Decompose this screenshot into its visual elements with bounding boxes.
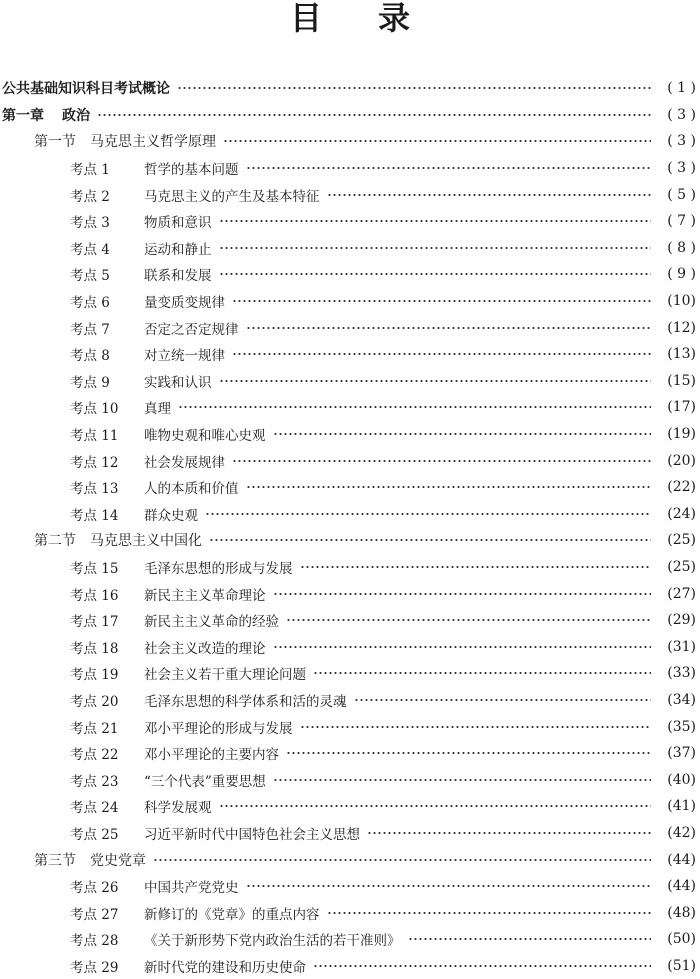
page-title-char-2: 录	[378, 0, 411, 37]
toc-item-row[interactable]	[0, 368, 700, 395]
toc-entry-prefix: 考点 16	[70, 587, 119, 604]
toc-page-number: ( 7 )	[667, 213, 696, 230]
toc-page-number: (33)	[667, 665, 696, 682]
dot-leader	[219, 267, 652, 281]
toc-item-row[interactable]	[0, 687, 700, 714]
toc-entry-prefix: 考点 2	[70, 188, 110, 205]
toc-item-row[interactable]	[0, 953, 700, 979]
dot-leader	[219, 374, 652, 388]
toc-entry-label: 邓小平理论的形成与发展	[144, 720, 293, 737]
toc-entry	[0, 903, 324, 923]
toc-entry	[0, 796, 216, 816]
toc-page-number: (41)	[667, 798, 696, 815]
toc-entry	[0, 637, 270, 657]
toc-entry	[0, 264, 216, 284]
toc-entry-label: 否定之否定规律	[144, 321, 239, 338]
toc-entry-prefix: 考点 9	[70, 374, 110, 391]
toc-entry	[0, 876, 243, 896]
toc-entry	[0, 344, 229, 364]
dot-leader	[273, 587, 652, 601]
toc-entry-label: 人的本质和价值	[144, 481, 239, 498]
toc-entry	[0, 477, 243, 497]
toc-page-number: (44)	[667, 878, 696, 895]
dot-leader	[273, 640, 652, 654]
dot-leader	[246, 161, 652, 175]
toc-item-row[interactable]	[0, 235, 700, 262]
toc-entry-label: 联系和发展	[144, 268, 212, 285]
toc-entry-label: 新修订的《党章》的重点内容	[144, 906, 320, 923]
toc-entry-label: 真理	[144, 401, 171, 418]
toc-entry-prefix: 第三节	[34, 852, 76, 869]
toc-page-number: ( 3 )	[667, 160, 696, 177]
toc-entry-prefix: 考点 14	[70, 507, 119, 524]
toc-entry-label: 党史党章	[90, 852, 146, 869]
dot-leader	[178, 400, 651, 414]
dot-leader	[313, 959, 651, 973]
toc-entry	[0, 211, 216, 231]
toc-entry-label: 社会主义若干重大理论问题	[144, 667, 306, 684]
toc-entry	[0, 371, 216, 391]
toc-entry-label: 习近平新时代中国特色社会主义思想	[144, 826, 360, 843]
toc-entry-prefix: 考点 5	[70, 268, 110, 285]
dot-leader	[246, 321, 652, 335]
dot-leader	[205, 507, 651, 521]
dot-leader	[246, 480, 652, 494]
dot-leader	[273, 773, 651, 787]
toc-entry	[0, 131, 220, 151]
toc-item-row[interactable]	[0, 660, 700, 687]
toc-page-number: (22)	[667, 479, 696, 496]
toc-entry-prefix: 考点 24	[70, 800, 119, 817]
toc-entry	[0, 318, 243, 338]
toc-entry-prefix: 考点 10	[70, 401, 119, 418]
toc-entry-label: 邓小平理论的主要内容	[144, 747, 279, 764]
toc-entry	[0, 451, 229, 471]
toc-entry-prefix: 考点 7	[70, 321, 110, 338]
toc-entry	[0, 584, 270, 604]
toc-entry-prefix: 考点 22	[70, 747, 119, 764]
toc-entry-prefix: 考点 15	[70, 560, 119, 577]
toc-entry	[0, 743, 283, 763]
toc-entry	[0, 291, 229, 311]
toc-item-row[interactable]	[0, 766, 700, 793]
toc-entry-label: 毛泽东思想的形成与发展	[144, 560, 293, 577]
dot-leader	[232, 347, 651, 361]
toc-page-number: (10)	[667, 293, 696, 310]
toc-entry-label: 新民主主义革命理论	[144, 587, 266, 604]
toc-entry	[0, 717, 297, 737]
toc-page-number: (27)	[667, 585, 696, 602]
toc-entry-label: 新民主主义革命的经验	[144, 614, 279, 631]
toc-entry-prefix: 考点 13	[70, 481, 119, 498]
toc-entry-label: 马克思主义的产生及基本特征	[144, 188, 320, 205]
toc-page-number: ( 5 )	[667, 186, 696, 203]
toc-entry	[0, 770, 270, 790]
toc-entry-label: 对立统一规律	[144, 348, 225, 365]
toc-entry-prefix: 考点 29	[70, 959, 119, 976]
dot-leader	[286, 746, 651, 760]
toc-entry-prefix: 考点 12	[70, 454, 119, 471]
toc-entry	[0, 690, 351, 710]
dot-leader	[354, 693, 652, 707]
toc-item-row[interactable]	[0, 474, 700, 501]
toc-item-row[interactable]	[0, 341, 700, 368]
toc-page-number: (40)	[667, 771, 696, 788]
dot-leader	[273, 427, 652, 441]
toc-entry	[0, 850, 150, 870]
toc-page-number: (51)	[667, 957, 696, 974]
toc-entry-label: 《关于新形势下党内政治生活的若干准则》	[144, 933, 401, 950]
table-of-contents	[0, 75, 700, 979]
dot-leader	[177, 81, 651, 95]
toc-entry	[0, 78, 174, 98]
toc-entry-label: 公共基础知识科目考试概论	[2, 81, 170, 98]
toc-entry-prefix: 考点 21	[70, 720, 119, 737]
toc-entry-label: 毛泽东思想的科学体系和活的灵魂	[144, 693, 347, 710]
toc-entry-prefix: 考点 18	[70, 640, 119, 657]
toc-entry-prefix: 考点 17	[70, 614, 119, 631]
toc-page-number: (15)	[667, 372, 696, 389]
toc-page-number: (20)	[667, 452, 696, 469]
toc-entry-label: 物质和意识	[144, 215, 212, 232]
toc-entry-prefix: 考点 4	[70, 241, 110, 258]
toc-item-row[interactable]	[0, 501, 700, 528]
toc-entry-label: 中国共产党党史	[144, 880, 239, 897]
toc-page-number: (12)	[667, 319, 696, 336]
toc-entry-label: “三个代表”重要思想	[144, 773, 266, 790]
toc-page-number: ( 3 )	[667, 106, 696, 123]
toc-item-row[interactable]	[0, 873, 700, 900]
toc-section-row[interactable]	[0, 128, 700, 155]
toc-item-row[interactable]	[0, 181, 700, 208]
toc-page-number: (25)	[667, 558, 696, 575]
toc-section-row[interactable]	[0, 527, 700, 554]
dot-leader	[327, 906, 652, 920]
toc-entry-prefix: 第一章	[2, 107, 44, 124]
toc-entry-label: 马克思主义哲学原理	[90, 134, 216, 151]
toc-page-number: (42)	[667, 824, 696, 841]
toc-entry-prefix: 考点 1	[70, 162, 110, 179]
dot-leader	[97, 108, 651, 122]
toc-entry-prefix: 第二节	[34, 533, 76, 550]
toc-entry-prefix: 考点 28	[70, 933, 119, 950]
toc-item-row[interactable]	[0, 633, 700, 660]
toc-entry	[0, 929, 405, 949]
toc-page-number: (50)	[667, 931, 696, 948]
toc-item-row[interactable]	[0, 713, 700, 740]
toc-entry	[0, 397, 175, 417]
toc-page-number: (17)	[667, 399, 696, 416]
dot-leader	[246, 879, 652, 893]
toc-entry	[0, 504, 202, 524]
toc-entry-prefix: 第一节	[34, 134, 76, 151]
toc-entry-label: 哲学的基本问题	[144, 162, 239, 179]
dot-leader	[300, 560, 652, 574]
dot-leader	[367, 826, 651, 840]
toc-entry	[0, 530, 206, 550]
dot-leader	[232, 294, 651, 308]
toc-chapter-row[interactable]	[0, 75, 700, 102]
dot-leader	[223, 134, 651, 148]
toc-entry-prefix: 考点 6	[70, 295, 110, 312]
toc-entry-label: 政治	[62, 107, 90, 124]
toc-item-row[interactable]	[0, 554, 700, 581]
toc-page-number: (44)	[667, 851, 696, 868]
dot-leader	[300, 720, 652, 734]
toc-entry	[0, 158, 243, 178]
toc-section-row[interactable]	[0, 846, 700, 873]
toc-page-number: ( 9 )	[667, 266, 696, 283]
toc-page-number: (24)	[667, 505, 696, 522]
toc-entry-prefix: 考点 27	[70, 906, 119, 923]
toc-entry-label: 实践和认识	[144, 374, 212, 391]
toc-entry-label: 群众史观	[144, 507, 198, 524]
toc-item-row[interactable]	[0, 394, 700, 421]
dot-leader	[153, 853, 651, 867]
toc-item-row[interactable]	[0, 740, 700, 767]
toc-page-number: (35)	[667, 718, 696, 735]
toc-entry	[0, 610, 283, 630]
toc-item-row[interactable]	[0, 899, 700, 926]
toc-page-number: (19)	[667, 426, 696, 443]
toc-item-row[interactable]	[0, 261, 700, 288]
toc-entry-prefix: 考点 26	[70, 880, 119, 897]
toc-item-row[interactable]	[0, 820, 700, 847]
toc-page-number: ( 3 )	[667, 133, 696, 150]
dot-leader	[286, 613, 651, 627]
page-title	[0, 0, 700, 36]
toc-page-number: (34)	[667, 691, 696, 708]
toc-entry-prefix: 考点 19	[70, 667, 119, 684]
dot-leader	[219, 241, 652, 255]
toc-page-number: (13)	[667, 346, 696, 363]
toc-item-row[interactable]	[0, 421, 700, 448]
toc-entry	[0, 424, 270, 444]
dot-leader	[408, 932, 652, 946]
toc-entry-prefix: 考点 25	[70, 826, 119, 843]
toc-page-number: (37)	[667, 745, 696, 762]
toc-entry-prefix: 考点 20	[70, 693, 119, 710]
toc-page-number: ( 8 )	[667, 239, 696, 256]
toc-entry	[0, 105, 94, 125]
toc-entry-prefix: 考点 3	[70, 215, 110, 232]
toc-item-row[interactable]	[0, 208, 700, 235]
toc-chapter-row[interactable]	[0, 102, 700, 129]
toc-page-number: (31)	[667, 638, 696, 655]
dot-leader	[209, 533, 651, 547]
toc-item-row[interactable]	[0, 314, 700, 341]
toc-item-row[interactable]	[0, 607, 700, 634]
toc-entry	[0, 238, 216, 258]
dot-leader	[232, 454, 651, 468]
dot-leader	[219, 214, 652, 228]
dot-leader	[219, 799, 652, 813]
toc-entry-label: 运动和静止	[144, 241, 212, 258]
toc-entry-label: 马克思主义中国化	[90, 533, 202, 550]
toc-item-row[interactable]	[0, 447, 700, 474]
toc-page-number: ( 1 )	[667, 80, 696, 97]
toc-entry-prefix: 考点 23	[70, 773, 119, 790]
toc-page-number: (25)	[667, 532, 696, 549]
toc-entry-label: 社会主义改造的理论	[144, 640, 266, 657]
toc-entry-prefix: 考点 11	[70, 428, 119, 445]
toc-item-row[interactable]	[0, 793, 700, 820]
toc-entry	[0, 956, 310, 976]
dot-leader	[327, 188, 652, 202]
toc-page-number: (48)	[667, 904, 696, 921]
toc-entry-label: 新时代党的建设和历史使命	[144, 959, 306, 976]
toc-item-row[interactable]	[0, 155, 700, 182]
page-title-char-1: 目	[289, 0, 322, 37]
toc-entry-prefix: 考点 8	[70, 348, 110, 365]
toc-entry	[0, 185, 324, 205]
toc-page-number: (29)	[667, 612, 696, 629]
dot-leader	[313, 666, 651, 680]
toc-item-row[interactable]	[0, 580, 700, 607]
toc-entry	[0, 557, 297, 577]
toc-entry-label: 社会发展规律	[144, 454, 225, 471]
toc-entry-label: 科学发展观	[144, 800, 212, 817]
toc-entry	[0, 663, 310, 683]
toc-entry-label: 量变质变规律	[144, 295, 225, 312]
toc-entry-label: 唯物史观和唯心史观	[144, 428, 266, 445]
toc-item-row[interactable]	[0, 288, 700, 315]
toc-item-row[interactable]	[0, 926, 700, 953]
toc-entry	[0, 823, 364, 843]
